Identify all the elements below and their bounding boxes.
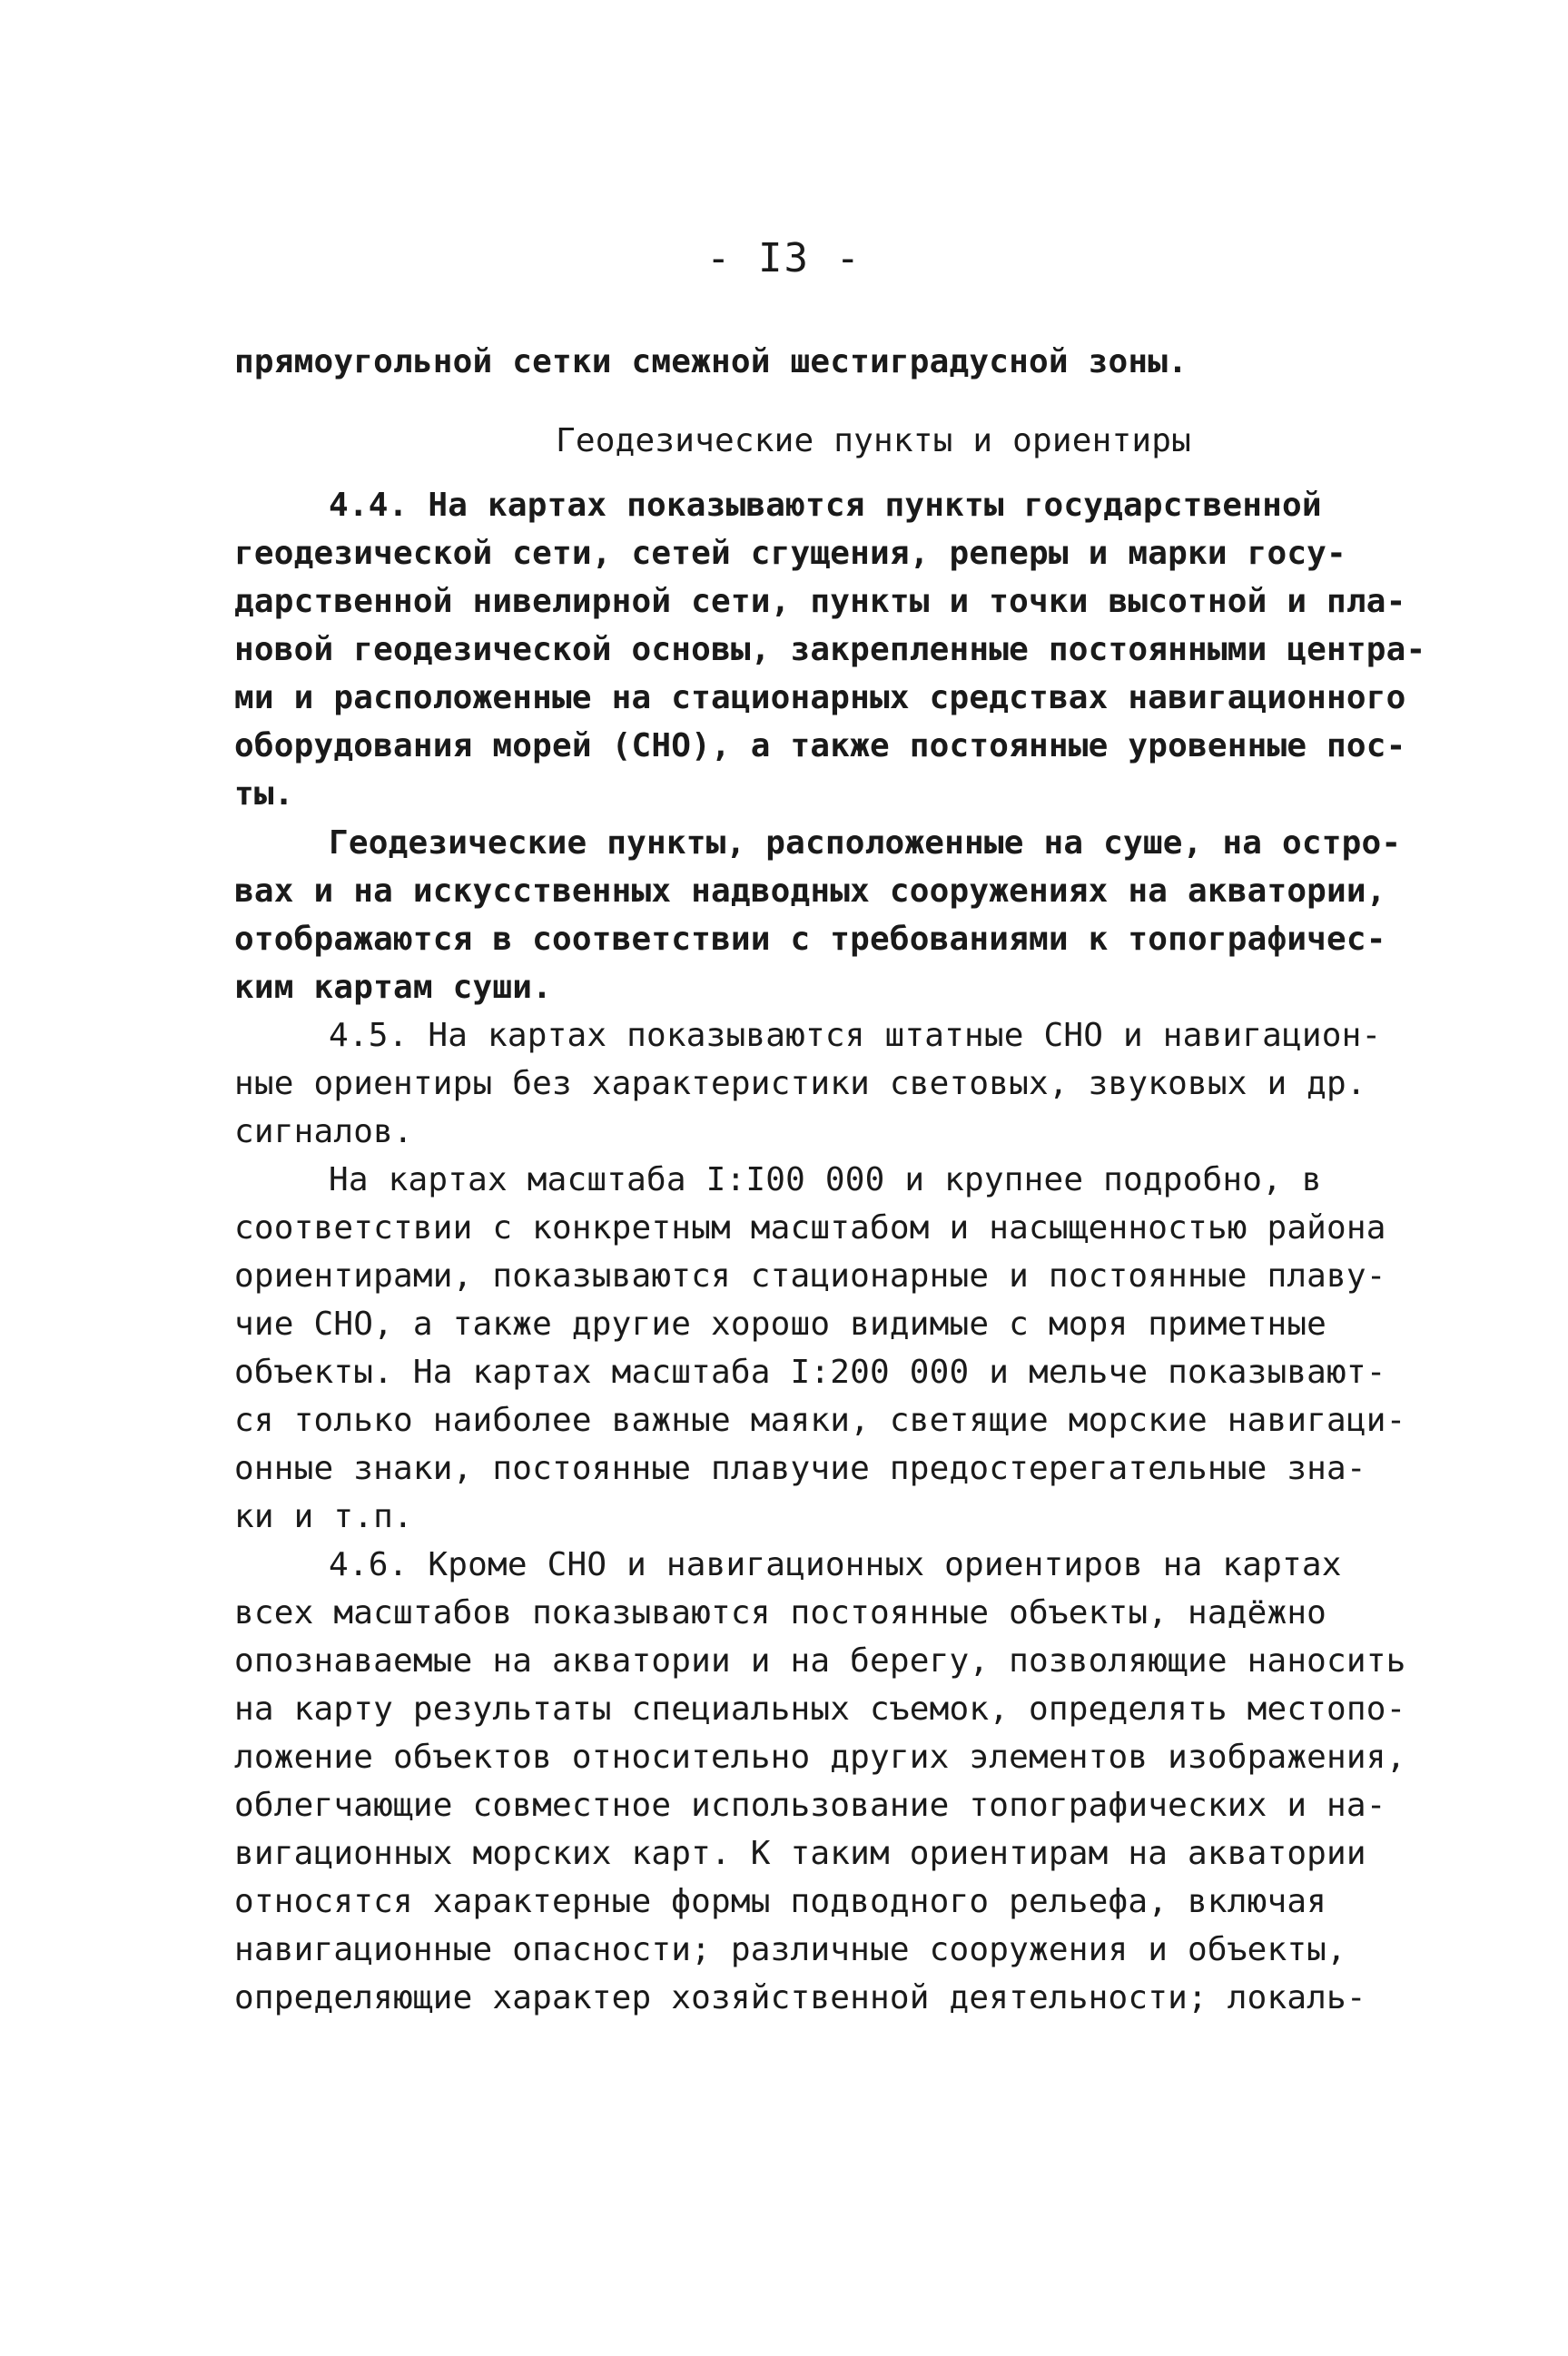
text-line: Геодезические пункты, расположенные на суше, на остро-: [329, 824, 1402, 862]
text-line: 4.4. На картах показываются пункты государственной: [329, 487, 1322, 524]
text-line: на карту результаты специальных съемок, определять местопо-: [234, 1691, 1406, 1728]
text-line: дарственной нивелирной сети, пункты и точки высотной и пла-: [234, 583, 1406, 620]
text-line: определяющие характер хозяйственной деятельности; локаль-: [234, 1979, 1366, 2016]
section-heading: Геодезические пункты и ориентиры: [556, 422, 1191, 459]
text-line: онные знаки, постоянные плавучие предостерегательные зна-: [234, 1450, 1366, 1487]
text-line: ся только наиболее важные маяки, светящие морские навигаци-: [234, 1402, 1406, 1439]
text-line: ми и расположенные на стационарных средствах навигационного: [234, 679, 1406, 716]
text-line: новой геодезической основы, закрепленные постоянными центра-: [234, 631, 1426, 668]
text-line: ориентирами, показываются стационарные и постоянные плаву-: [234, 1257, 1386, 1295]
text-line: навигационные опасности; различные сооружения и объекты,: [234, 1931, 1346, 1968]
text-line: относятся характерные формы подводного рельефа, включая: [234, 1883, 1327, 1920]
text-line: объекты. На картах масштаба I:200 000 и мельче показывают-: [234, 1354, 1386, 1391]
text-line: На картах масштаба I:I00 000 и крупнее подробно, в: [329, 1161, 1322, 1198]
page-number: - I3 -: [706, 235, 862, 281]
text-line: 4.5. На картах показываются штатные СНО и навигацион-: [329, 1017, 1382, 1054]
text-line: сигналов.: [234, 1113, 413, 1150]
text-line: вах и на искусственных надводных сооружениях на акватории,: [234, 872, 1386, 910]
text-line: ты.: [234, 775, 294, 813]
text-line: опознаваемые на акватории и на берегу, позволяющие наносить: [234, 1642, 1406, 1680]
text-line: оборудования морей (СНО), а также постоянные уровенные пос-: [234, 727, 1406, 764]
text-line: ким картам суши.: [234, 969, 552, 1006]
text-line: 4.6. Кроме СНО и навигационных ориентиров на картах: [329, 1546, 1342, 1583]
text-line: прямоугольной сетки смежной шестиградусной зоны.: [234, 343, 1188, 380]
text-line: чие СНО, а также другие хорошо видимые с моря приметные: [234, 1306, 1327, 1343]
text-line: соответствии с конкретным масштабом и насыщенностью района: [234, 1209, 1386, 1247]
text-line: всех масштабов показываются постоянные объекты, надёжно: [234, 1594, 1327, 1631]
text-line: геодезической сети, сетей сгущения, реперы и марки госу-: [234, 535, 1346, 572]
text-line: облегчающие совместное использование топографических и на-: [234, 1787, 1386, 1824]
text-line: отображаются в соответствии с требованиями к топографичес-: [234, 921, 1386, 958]
text-line: ложение объектов относительно других элементов изображения,: [234, 1739, 1406, 1776]
text-line: ки и т.п.: [234, 1498, 413, 1535]
text-line: вигационных морских карт. К таким ориентирам на акватории: [234, 1835, 1366, 1872]
text-line: ные ориентиры без характеристики световых, звуковых и др.: [234, 1065, 1366, 1102]
